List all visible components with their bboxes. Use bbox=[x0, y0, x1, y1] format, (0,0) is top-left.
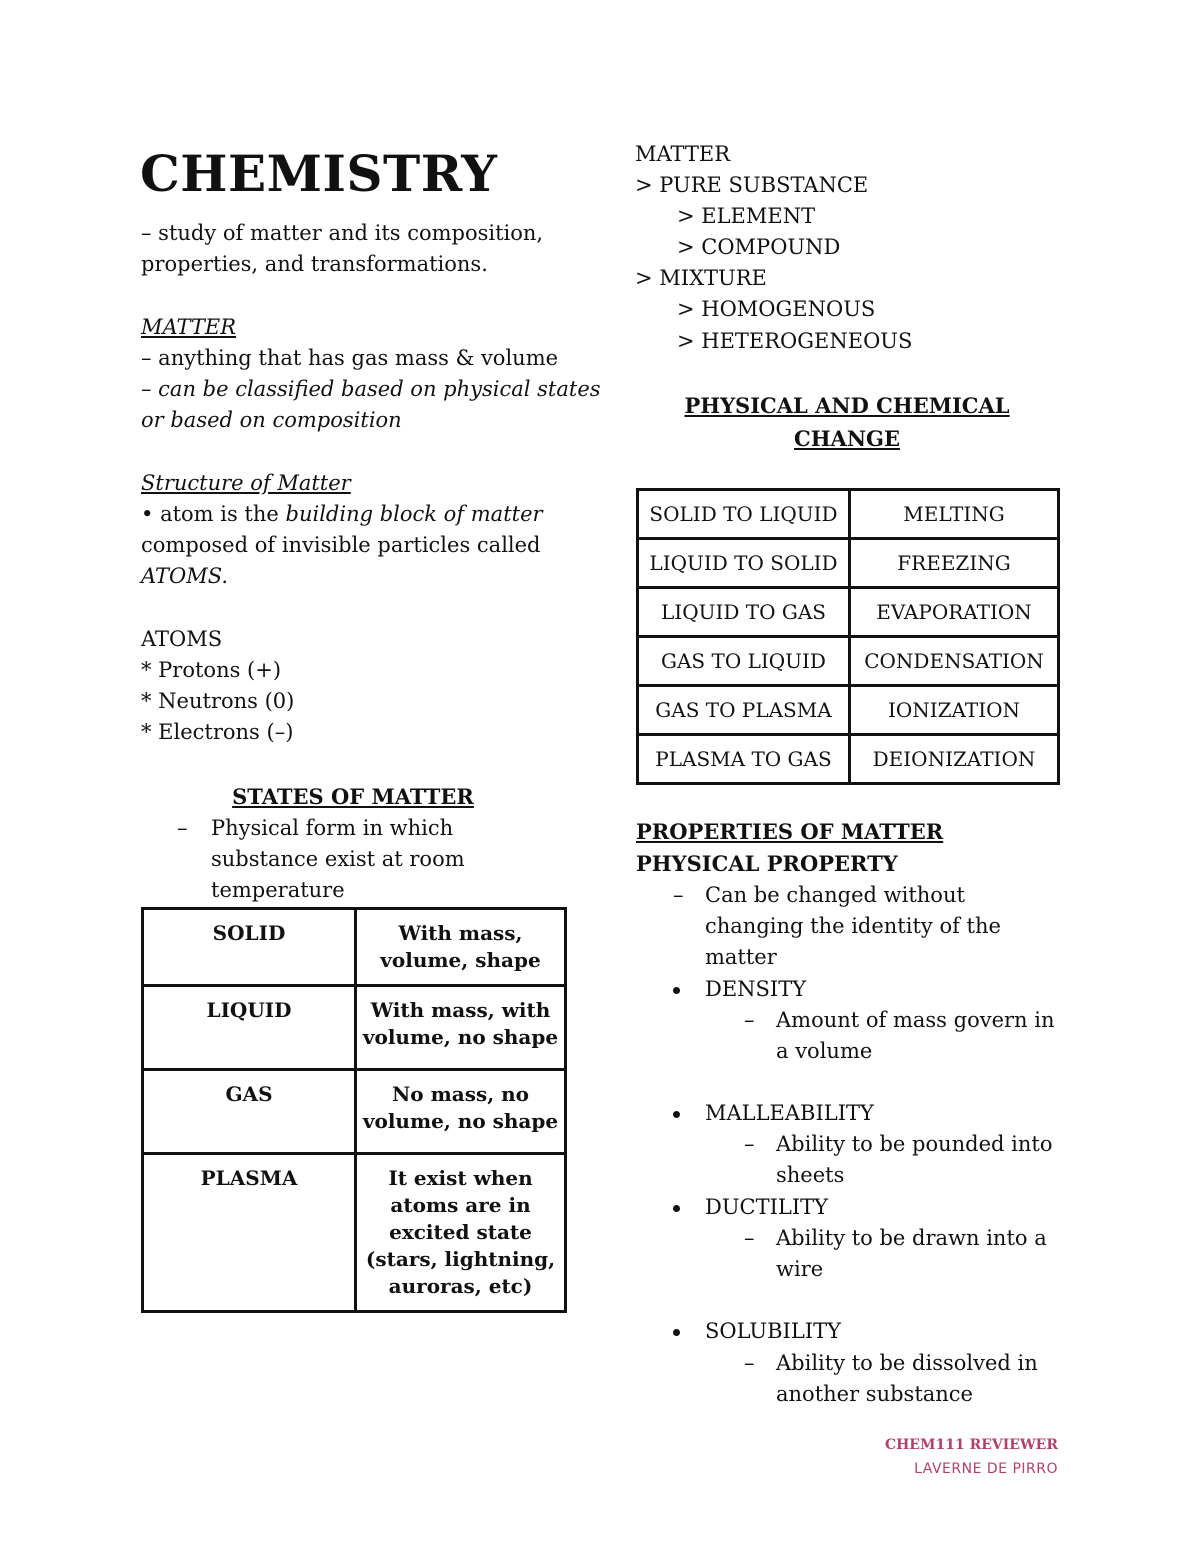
footer-author: LAVERNE DE PIRRO bbox=[914, 1461, 1058, 1477]
structure-line-3: ATOMS. bbox=[141, 564, 229, 588]
states-table bbox=[141, 907, 567, 1313]
sub-dash: – bbox=[744, 1351, 755, 1375]
states-desc-2: substance exist at room bbox=[211, 847, 465, 871]
states-heading: STATES OF MATTER bbox=[232, 784, 474, 809]
matter-line-2: – can be classified based on physical states bbox=[141, 377, 601, 401]
change-heading-line-2: CHANGE bbox=[794, 426, 900, 451]
sub-dash: – bbox=[744, 1132, 755, 1156]
state-desc-cell bbox=[356, 1154, 566, 1312]
state-desc-line: volume, no shape bbox=[362, 1109, 559, 1133]
change-from-cell: GAS TO PLASMA bbox=[638, 686, 850, 735]
change-from-cell: PLASMA TO GAS bbox=[638, 735, 850, 784]
atoms-item-protons: * Protons (+) bbox=[141, 658, 282, 682]
properties-heading: PROPERTIES OF MATTER bbox=[636, 819, 944, 844]
state-desc-line: No mass, no bbox=[391, 1082, 530, 1106]
structure-bullet: • bbox=[141, 502, 154, 526]
density-desc-2: a volume bbox=[776, 1039, 873, 1063]
physical-dash: – bbox=[673, 883, 684, 907]
footer-course: CHEM111 REVIEWER bbox=[884, 1437, 1058, 1453]
state-desc-cell bbox=[356, 909, 566, 986]
classification-matter: MATTER bbox=[635, 142, 731, 166]
malleability-desc-1: Ability to be pounded into bbox=[776, 1132, 1053, 1156]
change-name-cell: MELTING bbox=[850, 490, 1059, 539]
state-desc-line: With mass, bbox=[398, 921, 523, 945]
table-row bbox=[143, 909, 566, 986]
solubility-label: SOLUBILITY bbox=[705, 1319, 841, 1343]
state-desc-cell bbox=[356, 986, 566, 1070]
ductility-desc-1: Ability to be drawn into a bbox=[776, 1226, 1047, 1250]
table-row bbox=[638, 588, 1059, 637]
state-desc-line: atoms are in bbox=[390, 1193, 531, 1217]
matter-line-1: – anything that has gas mass & volume bbox=[141, 346, 559, 370]
table-row bbox=[638, 637, 1059, 686]
states-desc-1: Physical form in which bbox=[211, 816, 454, 840]
atoms-item-electrons: * Electrons (–) bbox=[141, 720, 294, 744]
change-name-cell: EVAPORATION bbox=[850, 588, 1059, 637]
table-row bbox=[638, 686, 1059, 735]
states-dash: – bbox=[177, 816, 188, 840]
state-desc-line: volume, no shape bbox=[362, 1025, 559, 1049]
structure-line-1 bbox=[141, 499, 543, 530]
state-cell: SOLID bbox=[143, 909, 356, 986]
malleability-desc-2: sheets bbox=[776, 1163, 845, 1187]
state-desc-line: It exist when bbox=[388, 1166, 533, 1190]
table-row bbox=[638, 539, 1059, 588]
state-desc-line: volume, shape bbox=[380, 948, 541, 972]
state-desc-line: With mass, with bbox=[370, 998, 551, 1022]
physical-desc-1: Can be changed without bbox=[705, 883, 965, 907]
ductility-label: DUCTILITY bbox=[705, 1195, 829, 1219]
classification-element: > ELEMENT bbox=[677, 204, 816, 228]
definition-line-1: – study of matter and its composition, bbox=[141, 221, 544, 245]
bullet-icon bbox=[673, 987, 680, 994]
state-desc-line: (stars, lightning, bbox=[365, 1247, 556, 1271]
state-cell: GAS bbox=[143, 1070, 356, 1154]
classification-pure-substance: > PURE SUBSTANCE bbox=[635, 173, 869, 197]
change-heading-line-1: PHYSICAL AND CHEMICAL bbox=[684, 393, 1010, 418]
classification-mixture: > MIXTURE bbox=[635, 266, 767, 290]
structure-line-2: composed of invisible particles called bbox=[141, 533, 541, 557]
table-row bbox=[143, 1154, 566, 1312]
physical-property-heading: PHYSICAL PROPERTY bbox=[636, 851, 898, 876]
states-desc-3: temperature bbox=[211, 878, 345, 902]
state-desc-cell bbox=[356, 1070, 566, 1154]
table-row bbox=[638, 490, 1059, 539]
density-label: DENSITY bbox=[705, 977, 807, 1001]
ductility-desc-2: wire bbox=[776, 1257, 824, 1281]
classification-heterogeneous: > HETEROGENEOUS bbox=[677, 329, 913, 353]
matter-line-3: or based on composition bbox=[141, 408, 402, 432]
state-cell: LIQUID bbox=[143, 986, 356, 1070]
structure-line-1-a: atom is the bbox=[160, 502, 286, 526]
definition-line-2: properties, and transformations. bbox=[141, 252, 488, 276]
state-desc-line: auroras, etc) bbox=[388, 1274, 533, 1298]
change-name-cell: CONDENSATION bbox=[850, 637, 1059, 686]
state-cell: PLASMA bbox=[143, 1154, 356, 1312]
table-row bbox=[638, 735, 1059, 784]
state-desc-line: excited state bbox=[389, 1220, 532, 1244]
physical-desc-3: matter bbox=[705, 945, 777, 969]
bullet-icon bbox=[673, 1329, 680, 1336]
classification-compound: > COMPOUND bbox=[677, 235, 841, 259]
atoms-heading: ATOMS bbox=[141, 627, 223, 651]
atoms-item-neutrons: * Neutrons (0) bbox=[141, 689, 295, 713]
bullet-icon bbox=[673, 1205, 680, 1212]
table-row bbox=[143, 986, 566, 1070]
change-table bbox=[636, 488, 1060, 785]
sub-dash: – bbox=[744, 1226, 755, 1250]
change-name-cell: IONIZATION bbox=[850, 686, 1059, 735]
solubility-desc-1: Ability to be dissolved in bbox=[776, 1351, 1038, 1375]
bullet-icon bbox=[673, 1111, 680, 1118]
change-from-cell: LIQUID TO SOLID bbox=[638, 539, 850, 588]
change-from-cell: GAS TO LIQUID bbox=[638, 637, 850, 686]
page-title: CHEMISTRY bbox=[140, 144, 498, 203]
classification-homogenous: > HOMOGENOUS bbox=[677, 297, 876, 321]
change-name-cell: FREEZING bbox=[850, 539, 1059, 588]
change-name-cell: DEIONIZATION bbox=[850, 735, 1059, 784]
solubility-desc-2: another substance bbox=[776, 1382, 973, 1406]
change-from-cell: LIQUID TO GAS bbox=[638, 588, 850, 637]
structure-line-1-b: building block of matter bbox=[285, 502, 543, 526]
change-from-cell: SOLID TO LIQUID bbox=[638, 490, 850, 539]
table-row bbox=[143, 1070, 566, 1154]
structure-heading: Structure of Matter bbox=[141, 471, 351, 495]
malleability-label: MALLEABILITY bbox=[705, 1101, 874, 1125]
density-desc-1: Amount of mass govern in bbox=[776, 1008, 1055, 1032]
physical-desc-2: changing the identity of the bbox=[705, 914, 1001, 938]
sub-dash: – bbox=[744, 1008, 755, 1032]
matter-heading: MATTER bbox=[141, 315, 237, 339]
